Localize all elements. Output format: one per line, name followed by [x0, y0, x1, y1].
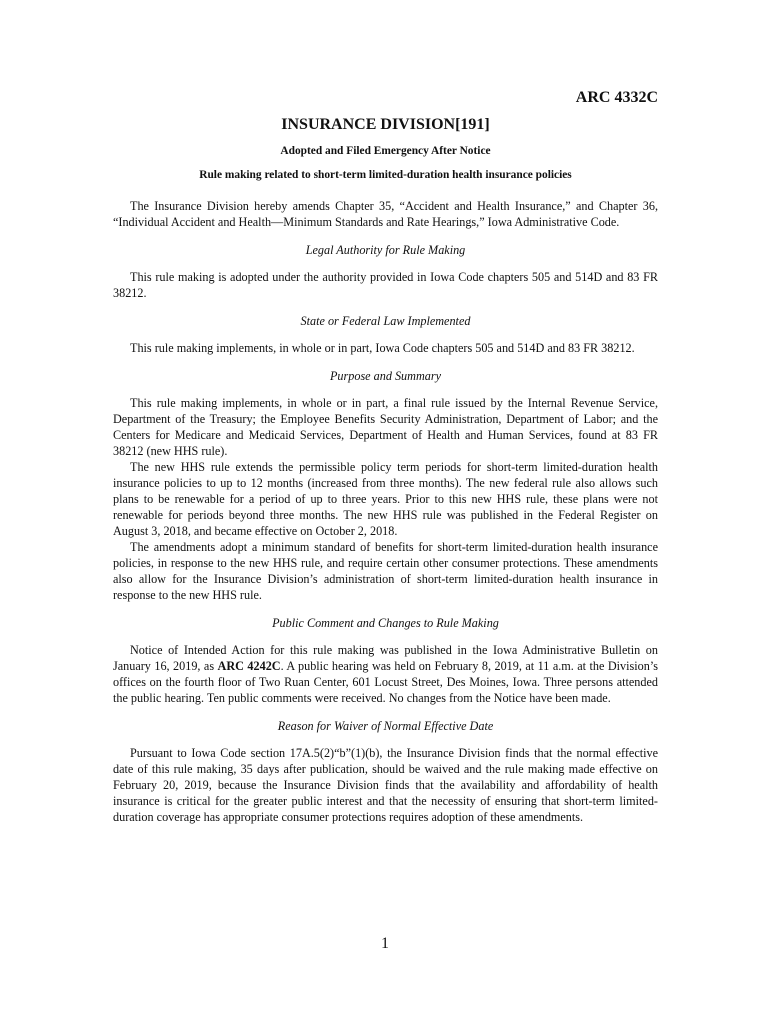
public-comment-text: . A public hearing was held on February 8, 2019, at 11 a.m. at the Division’s offices on the fourth floor of Two Ruan Center, 601 Locust Street, Des Moines, Iowa. Three persons attended the public hearing. Ten public comments were received. No changes from the Notice have been made.	[113, 659, 658, 705]
law-implemented-paragraph: This rule making implements, in whole or in part, Iowa Code chapters 505 and 514D and 83 FR 38212.	[130, 341, 635, 355]
page-number: 1	[381, 935, 389, 952]
purpose-paragraph: The new HHS rule extends the permissible policy term periods for short-term limited-duration health insurance policies to up to 12 months (increased from three months). The new federal rule also allows such plans to be renewable for a period of up to three years. Prior to this new HHS rule, these plans were not renewable for periods beyond three months. The new HHS rule was published in the Federal Register on August 3, 2018, and became effective on October 2, 2018.	[113, 460, 658, 538]
waiver-paragraph: Pursuant to Iowa Code section 17A.5(2)“b”(1)(b), the Insurance Division finds that the normal effective date of this rule making, 35 days after publication, should be waived and the rule making made effective on February 20, 2019, because the Insurance Division finds that the availability and affordability of health insurance is critical for the greater public interest and that the necessity of ensuring that short-term limited-duration coverage has appropriate consumer protections requires adoption of these amendments.	[113, 746, 658, 824]
law-implemented-heading: State or Federal Law Implemented	[300, 314, 471, 328]
filing-subtitle: Adopted and Filed Emergency After Notice	[280, 145, 491, 157]
arc-number: ARC 4332C	[575, 89, 658, 106]
division-title: INSURANCE DIVISION[191]	[281, 116, 490, 133]
waiver-heading: Reason for Waiver of Normal Effective Date	[277, 719, 494, 733]
rule-subject: Rule making related to short-term limited-duration health insurance policies	[199, 169, 572, 181]
public-comment-text: Notice of Intended Action for this rule making was published in the Iowa Administrative Bulletin on January 16, 2019, as	[113, 643, 658, 673]
public-comment-heading: Public Comment and Changes to Rule Making	[272, 616, 499, 630]
document-page	[113, 88, 658, 825]
purpose-heading: Purpose and Summary	[329, 369, 442, 383]
intro-paragraph: The Insurance Division hereby amends Chapter 35, “Accident and Health Insurance,” and Chapter 36, “Individual Accident and Health—Minimum Standards and Rate Hearings,” Iowa Administrative Code.	[113, 199, 658, 229]
public-comment-paragraph	[113, 642, 658, 706]
purpose-paragraph: The amendments adopt a minimum standard of benefits for short-term limited-duration health insurance policies, in response to the new HHS rule, and require certain other consumer protections. These amendments also allow for the Insurance Division’s administration of short-term limited-duration health insurance in response to the new HHS rule.	[113, 540, 658, 602]
purpose-paragraph: This rule making implements, in whole or in part, a final rule issued by the Internal Revenue Service, Department of the Treasury; the Employee Benefits Security Administration, Department of Labor; and the Centers for Medicare and Medicaid Services, Department of Health and Human Services, found at 83 FR 38212 (new HHS rule).	[113, 396, 658, 458]
legal-authority-paragraph: This rule making is adopted under the authority provided in Iowa Code chapters 505 and 514D and 83 FR 38212.	[113, 270, 658, 300]
arc-reference: ARC 4242C	[217, 659, 281, 673]
legal-authority-heading: Legal Authority for Rule Making	[305, 243, 466, 257]
